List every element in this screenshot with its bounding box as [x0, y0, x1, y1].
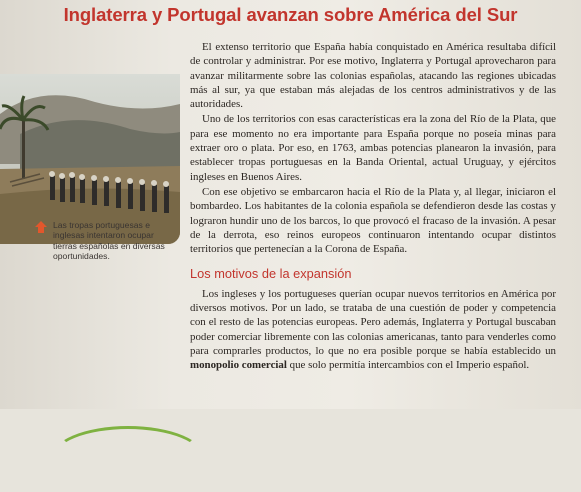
house-arrow-icon [35, 221, 47, 233]
historical-illustration [0, 74, 180, 244]
paragraph-4-bold: monopolio comercial [190, 359, 287, 372]
illustration-column [0, 34, 180, 409]
paragraph-4 [190, 287, 556, 373]
paragraph-3: Con ese objetivo se embarcaron hacia el Río de la Plata y, al llegar, iniciaron el bombardeo. Los habitantes de la colonia española se defendieron desde las costas y lograron hundir uno de los barcos, lo que provocó el fracaso de la invasión. A pesar de la derrota, eso reinos europeos continuaron intentando ocupar distintos territorios que pertenecían a la Corona de España. [190, 185, 556, 256]
paragraph-4-text-b: que solo permitía intercambios con el Imperio español. [286, 359, 530, 372]
decorative-arc [50, 426, 206, 492]
paragraph-4-text-a: Los ingleses y los portugueses querían ocupar nuevos territorios en América por diversos motivos. Por un lado, se trataba de una cuestión de poder y competencia con el resto de las potencias europeas. Pero además, Inglaterra y Portugal buscaban poder comerciar libremente con las colonias americanas, tanto para venderles como para comprarles productos, lo que no era posible porque se había establecido un [190, 287, 556, 357]
main-text [190, 40, 556, 373]
page-title: Inglaterra y Portugal avanzan sobre América del Sur [63, 4, 518, 25]
soldiers-painting [0, 74, 180, 244]
paragraph-1: El extenso territorio que España había conquistado en América resultaba difícil de controlar y administrar. Por ese motivo, Inglaterra y Portugal aprovecharon para avanzar militarmente sobre las colonias españolas, atacando las regiones ubicadas más al sur, ya que estaban más alejadas de los centros administrativos y de las autoridades. [190, 41, 556, 111]
paragraph-2: Uno de los territorios con esas características era la zona del Río de la Plata, que para ese momento no era importante para España porque no poseía minas para extraer oro o plata. Por eso, en 1763, ambas potencias planearon la invasión, para establecer tropas portuguesas en la Banda Oriental, actual Uruguay, y ejércitos ingleses en Buenos Aires. [190, 113, 556, 183]
illustration-caption: Las tropas portuguesas e inglesas intentaron ocupar tierras españolas en diversas oportunidades. [53, 220, 165, 262]
section-subtitle: Los motivos de la expansión [190, 266, 352, 282]
